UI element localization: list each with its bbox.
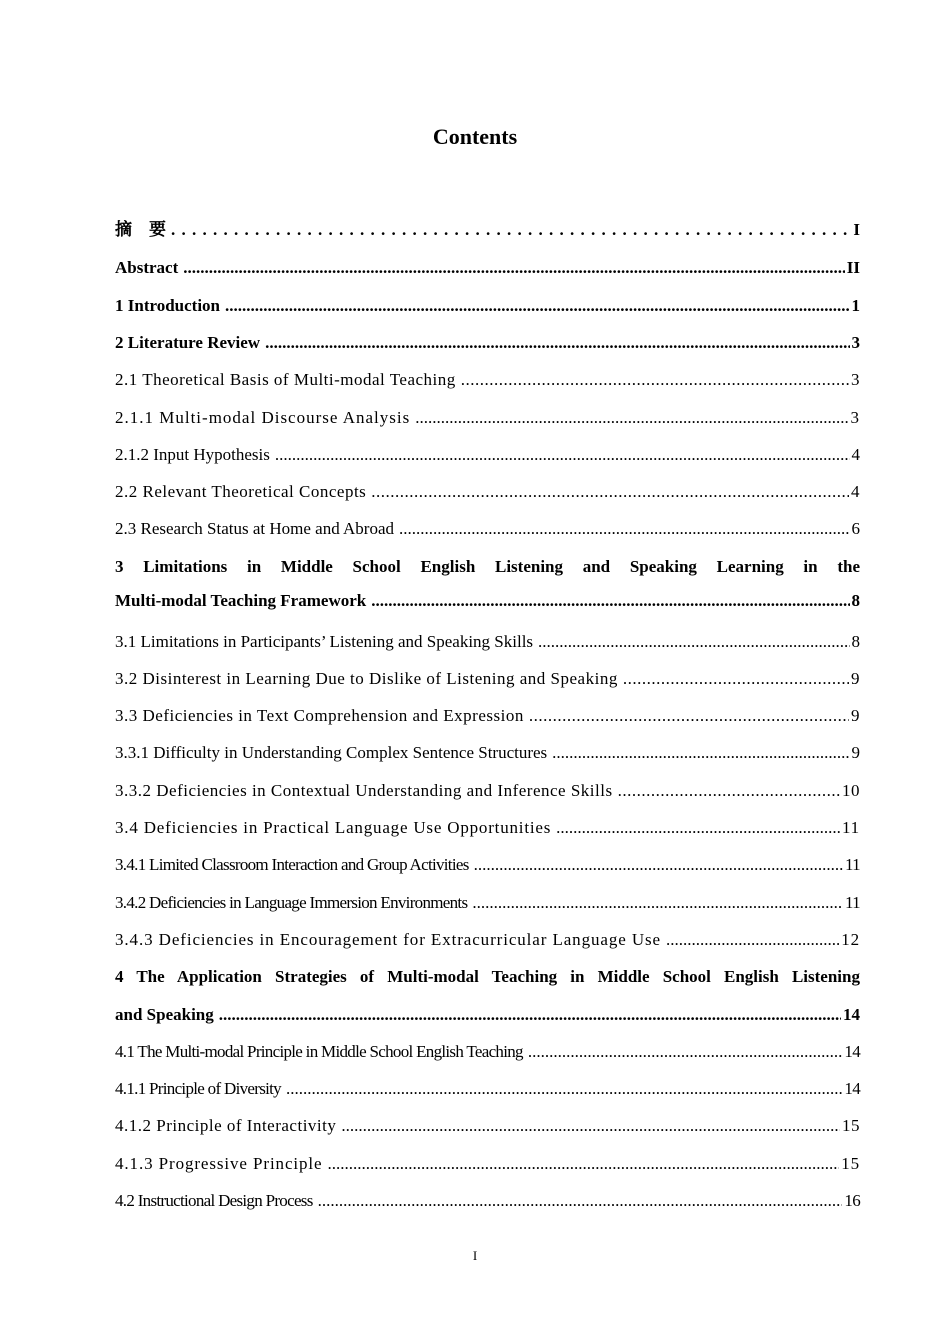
toc-entry-label: 2.3 Research Status at Home and Abroad (115, 519, 395, 538)
dot-leader (618, 781, 840, 801)
toc-entry-page: 14 (844, 1042, 860, 1061)
dot-leader (666, 930, 839, 950)
toc-entry-label: 3.3.2 Deficiencies in Contextual Understanding and Inference Skills (115, 781, 613, 800)
toc-entry-label: 3.2 Disinterest in Learning Due to Dislike of Listening and Speaking (115, 669, 618, 688)
toc-entry-page: 15 (841, 1154, 860, 1173)
toc-entry-3-4-3[interactable] (115, 930, 860, 950)
toc-entry-abstract-cn[interactable] (115, 220, 860, 240)
page-number-footer: I (472, 1248, 478, 1263)
toc-entry-label: 3.1 Limitations in Participants’ Listening and Speaking Skills (115, 632, 534, 651)
toc-entry-4-1-3[interactable] (115, 1154, 860, 1174)
toc-entry-page: 16 (844, 1191, 860, 1210)
toc-entry-page: 8 (851, 632, 860, 651)
toc-entry-page: 15 (842, 1116, 860, 1135)
dot-leader (538, 632, 849, 652)
dot-leader (318, 1191, 843, 1211)
toc-entry-page: 14 (843, 1005, 860, 1024)
toc-entry-label: and Speaking (115, 1005, 214, 1024)
toc-entry-chapter-4-line1[interactable]: 4 The Application Strategies of Multi-modal Teaching in Middle School English Listening (115, 967, 860, 986)
dot-leader (371, 591, 849, 611)
toc-entry-page: 6 (851, 519, 860, 538)
toc-entry-label: 3.4 Deficiencies in Practical Language Use Opportunities (115, 818, 552, 837)
dot-leader (275, 445, 850, 465)
toc-entry-chapter-3-line1[interactable]: 3 Limitations in Middle School English Listening and Speaking Learning in the (115, 557, 860, 576)
toc-entry-label: 3.4.2 Deficiencies in Language Immersion Environments (115, 893, 468, 912)
toc-entry-2-1-2[interactable] (115, 445, 860, 465)
toc-entry-page: 3 (851, 370, 860, 389)
toc-entry-page: 4 (851, 482, 860, 501)
toc-entry-4-1[interactable] (115, 1042, 860, 1062)
toc-entry-4-1-2[interactable] (115, 1116, 860, 1136)
dot-leader (171, 220, 851, 240)
dot-leader (183, 258, 845, 278)
dot-leader (225, 296, 849, 316)
toc-entry-literature-review[interactable] (115, 333, 860, 353)
toc-entry-page: 11 (845, 855, 860, 874)
toc-entry-page: 10 (842, 781, 860, 800)
toc-entry-label: 3.4.3 Deficiencies in Encouragement for Extracurricular Language Use (115, 930, 661, 949)
toc-entry-label: 3.3.1 Difficulty in Understanding Complex Sentence Structures (115, 743, 548, 762)
toc-entry-chapter-3[interactable] (115, 591, 860, 611)
dot-leader (474, 855, 843, 875)
toc-entry-2-1[interactable] (115, 370, 860, 390)
toc-entry-3-2[interactable] (115, 669, 860, 689)
toc-entry-3-4[interactable] (115, 818, 860, 838)
toc-entry-page: I (853, 220, 860, 239)
toc-entry-page: 8 (851, 591, 860, 610)
toc-entry-label: Multi-modal Teaching Framework (115, 591, 367, 610)
toc-entry-page: 3 (850, 408, 860, 427)
toc-entry-label: 4.2 Instructional Design Process (115, 1191, 313, 1210)
dot-leader (528, 1042, 843, 1062)
dot-leader (415, 408, 848, 428)
toc-entry-page: 3 (851, 333, 860, 352)
toc-entry-page: 9 (851, 706, 860, 725)
toc-entry-label: Abstract (115, 258, 179, 277)
toc-entry-3-4-2[interactable] (115, 893, 860, 913)
toc-entry-2-2[interactable] (115, 482, 860, 502)
toc-entry-2-1-1[interactable] (115, 408, 860, 428)
toc-entry-page: II (846, 258, 860, 277)
toc-entry-label: 2.1.1 Multi-modal Discourse Analysis (115, 408, 411, 427)
toc-entry-3-4-1[interactable] (115, 855, 860, 875)
dot-leader (286, 1079, 842, 1099)
dot-leader (461, 370, 849, 390)
toc-entry-label: 4.1 The Multi-modal Principle in Middle School English Teaching (115, 1042, 523, 1061)
toc-entry-3-3-2[interactable] (115, 781, 860, 801)
toc-entry-4-1-1[interactable] (115, 1079, 860, 1099)
dot-leader (371, 482, 849, 502)
toc-entry-label: 4.1.1 Principle of Diversity (115, 1079, 281, 1098)
toc-entry-page: 12 (841, 930, 860, 949)
dot-leader (623, 669, 849, 689)
toc-entry-label: 4.1.2 Principle of Interactivity (115, 1116, 337, 1135)
toc-entry-page: 1 (851, 296, 860, 315)
toc-entry-label: 3.3 Deficiencies in Text Comprehension and Expression (115, 706, 524, 725)
toc-entry-page: 9 (851, 669, 860, 688)
toc-entry-page: 11 (845, 893, 860, 912)
toc-entry-chapter-4[interactable] (115, 1005, 860, 1025)
dot-leader (399, 519, 849, 539)
toc-entry-4-2[interactable] (115, 1191, 860, 1211)
dot-leader (265, 333, 849, 353)
toc-entry-3-3-1[interactable] (115, 743, 860, 763)
toc-entry-page: 9 (851, 743, 860, 762)
toc-entry-label: 3.4.1 Limited Classroom Interaction and Group Activities (115, 855, 469, 874)
toc-entry-label: 2 Literature Review (115, 333, 261, 352)
dot-leader (529, 706, 849, 726)
toc-entry-3-3[interactable] (115, 706, 860, 726)
toc-entry-label: 1 Introduction (115, 296, 221, 315)
dot-leader (219, 1005, 841, 1025)
toc-entry-page: 4 (851, 445, 860, 464)
dot-leader (328, 1154, 840, 1174)
toc-entry-page: 11 (842, 818, 860, 837)
toc-entry-3-1[interactable] (115, 632, 860, 652)
toc-entry-label: 摘 要 (115, 220, 166, 239)
dot-leader (341, 1116, 840, 1136)
toc-entry-abstract[interactable] (115, 258, 860, 278)
toc-entry-label: 4.1.3 Progressive Principle (115, 1154, 323, 1173)
toc-entry-label: 2.2 Relevant Theoretical Concepts (115, 482, 367, 501)
toc-entry-page: 14 (844, 1079, 860, 1098)
dot-leader (552, 743, 849, 763)
toc-entry-2-3[interactable] (115, 519, 860, 539)
toc-entry-label: 2.1.2 Input Hypothesis (115, 445, 270, 464)
page-title: Contents (432, 124, 518, 149)
dot-leader (472, 893, 843, 913)
dot-leader (556, 818, 840, 838)
toc-entry-label: 2.1 Theoretical Basis of Multi-modal Teaching (115, 370, 456, 389)
toc-entry-introduction[interactable] (115, 296, 860, 316)
